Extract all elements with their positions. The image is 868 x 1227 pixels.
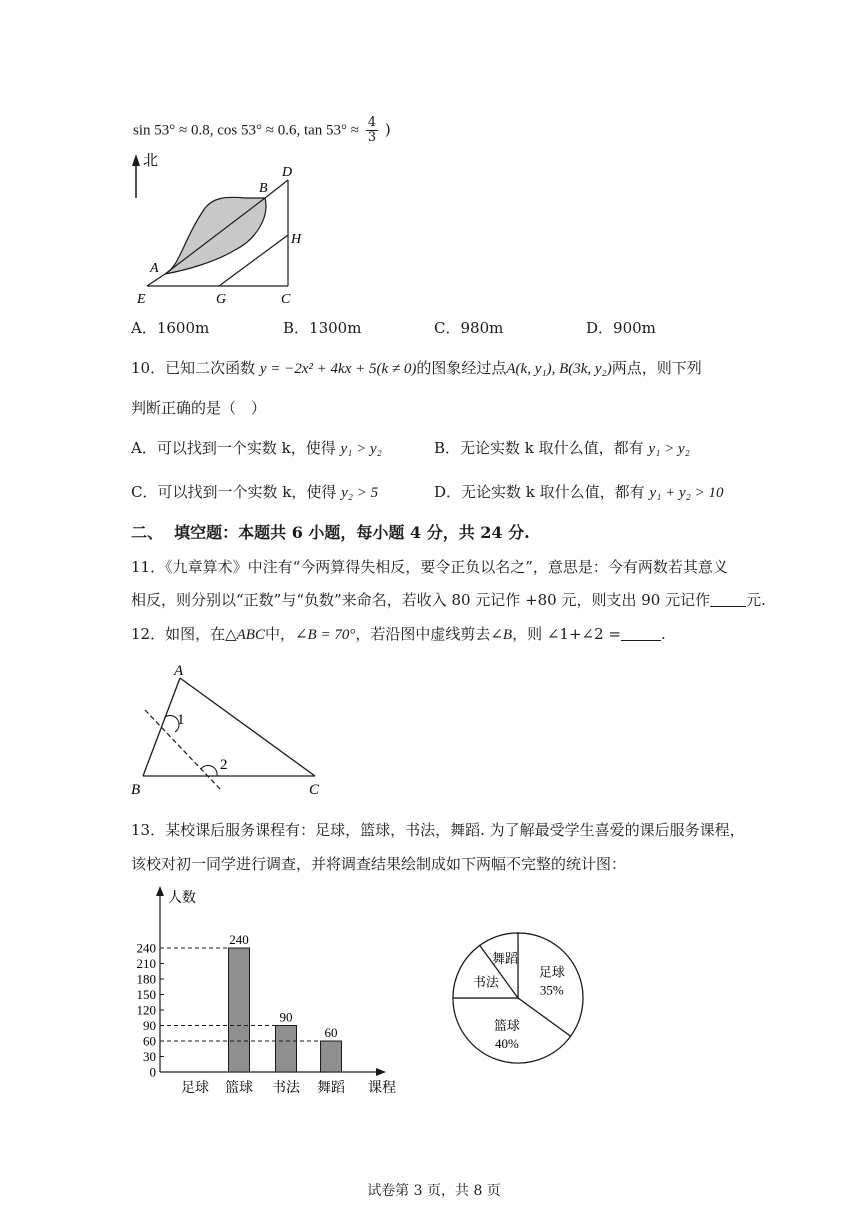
q9-hint-fraction <box>366 116 378 145</box>
q9-option-d <box>586 318 656 338</box>
option-condition: y₁ + y₂ > 10 <box>649 485 724 501</box>
q10-option-a <box>131 438 382 459</box>
option-key: B． <box>434 439 461 457</box>
point-H: H <box>291 232 302 247</box>
q10-option-c <box>131 482 378 503</box>
bar-value-label: 90 <box>279 1009 293 1025</box>
pie-slice-percent: 35% <box>539 982 564 998</box>
q9-hint-frac-den: 3 <box>367 130 377 145</box>
north-label: 北 <box>143 151 159 169</box>
vertex-C: C <box>309 782 320 798</box>
point-B: B <box>259 181 268 196</box>
y-tick-label: 150 <box>136 987 156 1002</box>
angle-1-label: 1 <box>177 712 185 728</box>
point-D: D <box>282 165 293 180</box>
y-axis-label: 人数 <box>168 890 196 906</box>
x-axis-arrow <box>376 1068 386 1076</box>
vertex-B: B <box>131 782 141 798</box>
q12-prefix: 12．如图，在 <box>131 625 226 643</box>
option-key: B． <box>283 319 310 337</box>
bar-3 <box>276 1026 297 1073</box>
option-key: C． <box>434 319 461 337</box>
option-condition: y₂ > 5 <box>341 485 379 501</box>
pie-chart <box>448 928 588 1068</box>
x-category-label: 篮球 <box>225 1080 253 1096</box>
y-tick-label: 120 <box>136 1002 156 1018</box>
q9-hint-suffix: ) <box>384 120 391 139</box>
q12-cut: ∠B <box>490 627 513 643</box>
option-key: C． <box>131 483 158 501</box>
option-value: 1300m <box>309 319 362 337</box>
bar-chart <box>120 882 410 1100</box>
pie-slice-label: 篮球 <box>493 1019 520 1035</box>
angle-2-label: 2 <box>220 757 228 773</box>
pie-slice-percent: 40% <box>494 1036 519 1052</box>
q12-end: . <box>661 625 666 643</box>
q12-figure <box>125 660 335 800</box>
point-A: A <box>150 261 159 276</box>
q12-rest: ，若沿图中虚线剪去 <box>355 625 491 643</box>
option-text: 无论实数 k 取什么值，都有 <box>461 483 645 501</box>
q10-line1 <box>131 358 702 379</box>
y-axis-arrow <box>156 886 164 896</box>
q9-option-a <box>131 318 209 338</box>
option-value: 900m <box>613 319 656 337</box>
section-heading <box>131 523 530 543</box>
option-text: 可以找到一个实数 k，使得 <box>157 483 337 501</box>
q9-option-c <box>434 318 503 338</box>
triangle-side-AB <box>143 678 180 776</box>
q10-option-d <box>434 482 723 503</box>
option-condition: y₁ > y₂ <box>648 441 690 457</box>
x-category-label: 足球 <box>181 1080 209 1096</box>
q9-option-b <box>283 318 361 338</box>
option-text: 可以找到一个实数 k，使得 <box>156 439 336 457</box>
x-category-label: 书法 <box>272 1080 300 1096</box>
q10-line2: 判断正确的是（ ） <box>131 399 267 417</box>
q11-line1: 11．《九章算术》中注有“今两算得失相反，要令正负以名之”，意思是：今有两数若其意义 <box>131 558 728 576</box>
q12-triangle: △ABC <box>225 627 265 643</box>
q11-line2 <box>131 590 766 610</box>
q12-ask: ，则 ∠1+∠2 = <box>512 625 621 643</box>
q11-answer-blank[interactable] <box>710 592 746 607</box>
q10-prefix: 10．已知二次函数 <box>131 359 256 377</box>
point-C: C <box>281 292 291 307</box>
q10-points: A(k, y₁), B(3k, y₂) <box>506 361 612 377</box>
page-footer: 试卷第 3 页，共 8 页 <box>367 1183 501 1199</box>
option-key: A． <box>131 439 157 457</box>
section-title: 填空题：本题共 6 小题，每小题 4 分，共 24 分. <box>174 523 530 542</box>
q9-hint-prefix: sin 53° ≈ 0.8, cos 53° ≈ 0.6, tan 53° ≈ <box>133 122 360 139</box>
option-key: A． <box>131 319 157 337</box>
q9-hint <box>133 116 391 145</box>
option-condition: y₁ > y₂ <box>340 441 382 457</box>
q9-hint-frac-num: 4 <box>367 115 377 130</box>
q9-figure <box>125 148 325 310</box>
x-category-label: 舞蹈 <box>317 1080 345 1096</box>
y-tick-label: 30 <box>143 1049 156 1064</box>
option-value: 1600m <box>156 319 210 337</box>
point-G: G <box>216 292 227 307</box>
bar-4 <box>321 1041 342 1072</box>
q12-angle: ∠B = 70° <box>294 627 356 643</box>
q11-unit: 元. <box>746 591 766 609</box>
q11-line2-text: 相反，则分别以“正数”与“负数”来命名，若收入 80 元记作 +80 元，则支出 90 元记作 <box>131 591 711 609</box>
q12-mid: 中， <box>264 625 295 643</box>
pie-slice-label: 书法 <box>472 975 499 991</box>
y-tick-label: 240 <box>136 940 156 956</box>
q12-answer-blank[interactable] <box>621 626 661 641</box>
y-tick-label: 60 <box>143 1033 156 1049</box>
y-tick-label: 210 <box>136 956 156 971</box>
north-arrow-head <box>132 154 140 166</box>
option-key: D． <box>586 319 614 337</box>
q10-option-b <box>434 438 690 459</box>
pie-slice-label: 舞蹈 <box>492 952 519 968</box>
y-tick-label: 0 <box>149 1064 156 1080</box>
option-text: 无论实数 k 取什么值，都有 <box>460 439 644 457</box>
point-E: E <box>137 292 146 307</box>
option-key: D． <box>434 483 462 501</box>
pie-slice-label: 足球 <box>538 965 565 981</box>
y-tick-label: 90 <box>143 1018 156 1033</box>
segment-BD <box>265 180 288 198</box>
x-axis-label: 课程 <box>368 1080 396 1096</box>
section-number: 二、 <box>131 523 164 542</box>
triangle-side-AC <box>180 678 315 776</box>
q10-middle: 的图象经过点 <box>416 359 507 377</box>
bar-value-label: 240 <box>229 932 249 947</box>
q10-function: y = −2x² + 4kx + 5(k ≠ 0) <box>259 361 417 377</box>
y-tick-label: 180 <box>136 971 156 987</box>
bar-2 <box>229 948 250 1072</box>
vertex-A: A <box>174 663 184 679</box>
bar-value-label: 60 <box>324 1025 338 1040</box>
option-value: 980m <box>460 319 504 337</box>
q13-line2: 该校对初一同学进行调查，并将调查结果绘制成如下两幅不完整的统计图： <box>131 855 627 873</box>
q12-line <box>131 624 666 645</box>
q13-line1: 13．某校课后服务课程有：足球，篮球，书法，舞蹈. 为了解最受学生喜爱的课后服务课程， <box>131 821 745 839</box>
q10-suffix: 两点，则下列 <box>611 359 702 377</box>
